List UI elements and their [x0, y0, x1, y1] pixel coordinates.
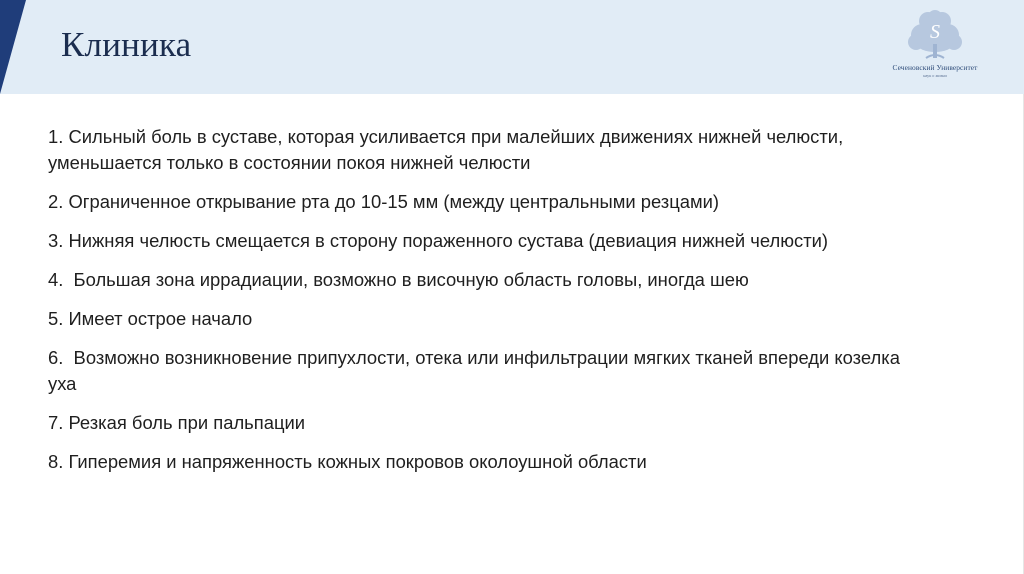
list-item: 7. Резкая боль при пальпации: [48, 412, 306, 433]
list-item: 5. Имеет острое начало: [48, 308, 253, 329]
list-item: 3. Нижняя челюсть смещается в сторону пораженного сустава (девиация нижней челюсти): [48, 230, 829, 251]
list-item: 4. Большая зона иррадиации, возможно в височную область головы, иногда шею: [48, 269, 749, 290]
university-logo: [874, 8, 996, 86]
svg-text:S: S: [930, 21, 940, 43]
list-item: 6. Возможно возникновение припухлости, отека или инфильтрации мягких тканей впереди козелка уха: [48, 347, 906, 394]
list-item: 8. Гиперемия и напряженность кожных покровов околоушной области: [48, 451, 647, 472]
accent-stripe: [0, 0, 26, 94]
list-item: 2. Ограниченное открывание рта до 10-15 мм (между центральными резцами): [48, 191, 720, 212]
logo-university-name: Сеченовский Университет: [892, 63, 978, 72]
slide-title: Клиника: [61, 25, 192, 64]
tree-s-logo-icon: [874, 8, 996, 62]
list-item: 1. Сильный боль в суставе, которая усиливается при малейших движениях нижней челюсти, уменьшается только в состоянии покоя нижней челюсти: [48, 126, 849, 173]
symptom-list: [48, 124, 928, 488]
logo-tagline: наук о жизни: [923, 73, 947, 78]
